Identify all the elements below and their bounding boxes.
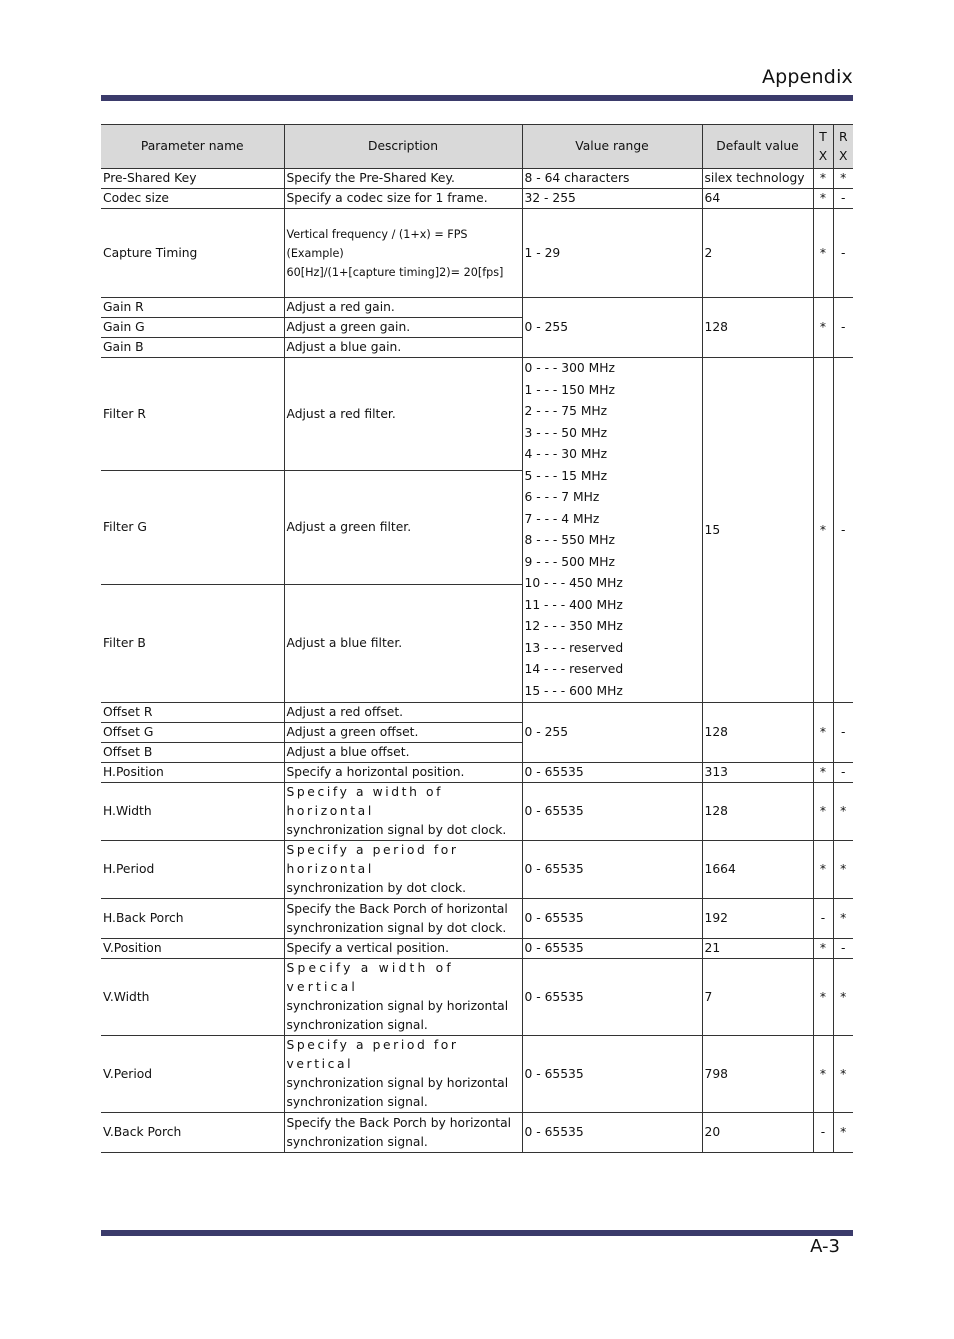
table-row bbox=[101, 959, 853, 1036]
param-range: 0 - 65535 bbox=[522, 783, 702, 841]
filter-range-item: 7 - - - 4 MHz bbox=[524, 511, 600, 526]
table-row bbox=[101, 939, 853, 959]
param-rx: * bbox=[833, 1113, 853, 1153]
param-tx: * bbox=[813, 358, 833, 703]
param-default: silex technology bbox=[702, 169, 813, 189]
table-row bbox=[101, 841, 853, 899]
param-name: Offset B bbox=[101, 743, 284, 763]
table-header-row bbox=[101, 125, 853, 169]
table-row bbox=[101, 763, 853, 783]
param-name: V.Position bbox=[101, 939, 284, 959]
footer-rule bbox=[101, 1230, 853, 1236]
table-row bbox=[101, 783, 853, 841]
param-rx: * bbox=[833, 783, 853, 841]
param-default: 7 bbox=[702, 959, 813, 1036]
filter-range-item: 9 - - - 500 MHz bbox=[524, 554, 615, 569]
param-range: 0 - 65535 bbox=[522, 939, 702, 959]
param-rx: - bbox=[833, 939, 853, 959]
param-description: Adjust a blue offset. bbox=[284, 743, 522, 763]
table-row bbox=[101, 899, 853, 939]
table-row bbox=[101, 703, 853, 723]
param-default: 128 bbox=[702, 298, 813, 358]
param-name: V.Back Porch bbox=[101, 1113, 284, 1153]
desc-line: Specify a width of vertical bbox=[286, 961, 454, 994]
desc-line: Specify a period for horizontal bbox=[286, 843, 459, 876]
filter-range-item: 14 - - - reserved bbox=[524, 662, 624, 676]
table-row bbox=[101, 1113, 853, 1153]
param-tx: * bbox=[813, 783, 833, 841]
filter-range-item: 13 - - - reserved bbox=[524, 640, 624, 655]
header-rx-x: X bbox=[839, 148, 848, 163]
param-name: V.Width bbox=[101, 959, 284, 1036]
header-rx-r: R bbox=[838, 129, 848, 144]
param-range: 0 - 65535 bbox=[522, 899, 702, 939]
desc-line: synchronization signal. bbox=[286, 1134, 428, 1149]
desc-line: Specify a period for vertical bbox=[286, 1038, 459, 1071]
param-range: 0 - 65535 bbox=[522, 1113, 702, 1153]
param-rx: * bbox=[833, 841, 853, 899]
param-name: Filter G bbox=[101, 471, 284, 584]
param-tx: * bbox=[813, 841, 833, 899]
param-range: 0 - 255 bbox=[522, 298, 702, 358]
param-tx: * bbox=[813, 298, 833, 358]
header-default-value: Default value bbox=[702, 125, 813, 169]
param-range: 32 - 255 bbox=[522, 189, 702, 209]
desc-line: Specify the Back Porch of horizontal bbox=[286, 901, 508, 916]
param-name: H.Width bbox=[101, 783, 284, 841]
param-description: Adjust a red gain. bbox=[284, 298, 522, 318]
header-tx bbox=[813, 125, 833, 169]
header-rx bbox=[833, 125, 853, 169]
desc-line: (Example) bbox=[286, 246, 344, 260]
filter-range-item: 12 - - - 350 MHz bbox=[524, 619, 623, 633]
filter-range-item: 4 - - - 30 MHz bbox=[524, 447, 608, 461]
desc-line: 60[Hz]/(1+[capture timing]2)= 20[fps] bbox=[286, 265, 504, 279]
filter-range-item: 3 - - - 50 MHz bbox=[524, 425, 608, 440]
param-name: Gain G bbox=[101, 318, 284, 338]
param-default: 128 bbox=[702, 783, 813, 841]
header-parameter-name: Parameter name bbox=[101, 125, 284, 169]
desc-line: synchronization by dot clock. bbox=[286, 881, 467, 895]
desc-line: synchronization signal. bbox=[286, 1095, 428, 1109]
param-description bbox=[284, 959, 522, 1036]
param-tx: * bbox=[813, 209, 833, 298]
param-tx: * bbox=[813, 1036, 833, 1113]
param-description bbox=[284, 209, 522, 298]
param-name: Offset R bbox=[101, 703, 284, 723]
filter-range-item: 2 - - - 75 MHz bbox=[524, 404, 608, 418]
param-default: 313 bbox=[702, 763, 813, 783]
table-row bbox=[101, 169, 853, 189]
filter-range-item: 15 - - - 600 MHz bbox=[524, 683, 623, 698]
param-range: 0 - 65535 bbox=[522, 841, 702, 899]
header-description: Description bbox=[284, 125, 522, 169]
param-description: Specify a codec size for 1 frame. bbox=[284, 189, 522, 209]
param-tx: * bbox=[813, 763, 833, 783]
param-range: 0 - 65535 bbox=[522, 763, 702, 783]
param-description: Adjust a blue gain. bbox=[284, 338, 522, 358]
desc-line: synchronization signal. bbox=[286, 1018, 428, 1032]
param-description: Specify a horizontal position. bbox=[284, 763, 522, 783]
param-description bbox=[284, 899, 522, 939]
desc-line: Specify the Back Porch by horizontal bbox=[286, 1115, 512, 1130]
filter-range-item: 10 - - - 450 MHz bbox=[524, 576, 623, 590]
param-rx: * bbox=[833, 1036, 853, 1113]
filter-range-item: 1 - - - 150 MHz bbox=[524, 382, 615, 397]
table-row bbox=[101, 189, 853, 209]
table-row bbox=[101, 209, 853, 298]
param-name: Filter B bbox=[101, 584, 284, 702]
param-description: Adjust a green offset. bbox=[284, 723, 522, 743]
desc-line: synchronization signal by dot clock. bbox=[286, 823, 507, 837]
param-description bbox=[284, 841, 522, 899]
filter-range-item: 6 - - - 7 MHz bbox=[524, 490, 600, 504]
param-tx: * bbox=[813, 189, 833, 209]
param-tx: * bbox=[813, 169, 833, 189]
header-tx-t: T bbox=[819, 129, 827, 144]
param-default: 64 bbox=[702, 189, 813, 209]
param-name: H.Period bbox=[101, 841, 284, 899]
param-range: 0 - 65535 bbox=[522, 959, 702, 1036]
param-rx: - bbox=[833, 298, 853, 358]
param-default: 20 bbox=[702, 1113, 813, 1153]
page-number: A-3 bbox=[810, 1236, 840, 1257]
param-description bbox=[284, 1113, 522, 1153]
param-rx: - bbox=[833, 189, 853, 209]
section-title: Appendix bbox=[761, 66, 853, 88]
param-default: 798 bbox=[702, 1036, 813, 1113]
param-tx: * bbox=[813, 939, 833, 959]
filter-range-item: 11 - - - 400 MHz bbox=[524, 597, 623, 612]
param-rx: * bbox=[833, 959, 853, 1036]
param-description bbox=[284, 1036, 522, 1113]
param-range: 1 - 29 bbox=[522, 209, 702, 298]
desc-line: synchronization signal by horizontal bbox=[286, 1076, 509, 1090]
param-name: V.Period bbox=[101, 1036, 284, 1113]
table-row bbox=[101, 298, 853, 318]
param-default: 1664 bbox=[702, 841, 813, 899]
desc-line: synchronization signal by horizontal bbox=[286, 999, 509, 1013]
param-name: Capture Timing bbox=[101, 209, 284, 298]
param-name: Pre-Shared Key bbox=[101, 169, 284, 189]
param-default: 128 bbox=[702, 703, 813, 763]
param-description: Adjust a red offset. bbox=[284, 703, 522, 723]
param-tx: - bbox=[813, 899, 833, 939]
filter-range-item: 5 - - - 15 MHz bbox=[524, 468, 608, 483]
header-tx-x: X bbox=[818, 148, 828, 163]
filter-range-item: 8 - - - 550 MHz bbox=[524, 533, 615, 547]
param-name: H.Back Porch bbox=[101, 899, 284, 939]
param-rx: - bbox=[833, 358, 853, 703]
param-name: Offset G bbox=[101, 723, 284, 743]
filter-range-item: 0 - - - 300 MHz bbox=[524, 361, 615, 375]
param-range: 0 - 255 bbox=[522, 703, 702, 763]
param-description: Adjust a green filter. bbox=[284, 471, 522, 584]
desc-line: synchronization signal by dot clock. bbox=[286, 920, 507, 935]
desc-line: Vertical frequency / (1+x) = FPS bbox=[286, 227, 468, 241]
param-name: H.Position bbox=[101, 763, 284, 783]
header-value-range: Value range bbox=[522, 125, 702, 169]
param-rx: - bbox=[833, 763, 853, 783]
param-name: Gain B bbox=[101, 338, 284, 358]
param-description bbox=[284, 783, 522, 841]
param-description: Specify the Pre-Shared Key. bbox=[284, 169, 522, 189]
header-rule bbox=[101, 95, 853, 101]
param-name: Gain R bbox=[101, 298, 284, 318]
param-rx: - bbox=[833, 209, 853, 298]
param-range: 8 - 64 characters bbox=[522, 169, 702, 189]
param-rx: - bbox=[833, 703, 853, 763]
param-default: 192 bbox=[702, 899, 813, 939]
param-tx: * bbox=[813, 959, 833, 1036]
param-rx: * bbox=[833, 169, 853, 189]
param-description: Specify a vertical position. bbox=[284, 939, 522, 959]
param-default: 15 bbox=[702, 358, 813, 703]
table-row bbox=[101, 1036, 853, 1113]
parameter-table bbox=[101, 124, 853, 1153]
param-default: 21 bbox=[702, 939, 813, 959]
param-tx: * bbox=[813, 703, 833, 763]
param-description: Adjust a red filter. bbox=[284, 358, 522, 471]
filter-range-list bbox=[522, 358, 702, 703]
param-range: 0 - 65535 bbox=[522, 1036, 702, 1113]
param-rx: * bbox=[833, 899, 853, 939]
param-name: Codec size bbox=[101, 189, 284, 209]
param-description: Adjust a green gain. bbox=[284, 318, 522, 338]
param-name: Filter R bbox=[101, 358, 284, 471]
param-tx: - bbox=[813, 1113, 833, 1153]
table-row bbox=[101, 358, 853, 471]
param-description: Adjust a blue filter. bbox=[284, 584, 522, 702]
param-default: 2 bbox=[702, 209, 813, 298]
desc-line: Specify a width of horizontal bbox=[286, 785, 444, 818]
